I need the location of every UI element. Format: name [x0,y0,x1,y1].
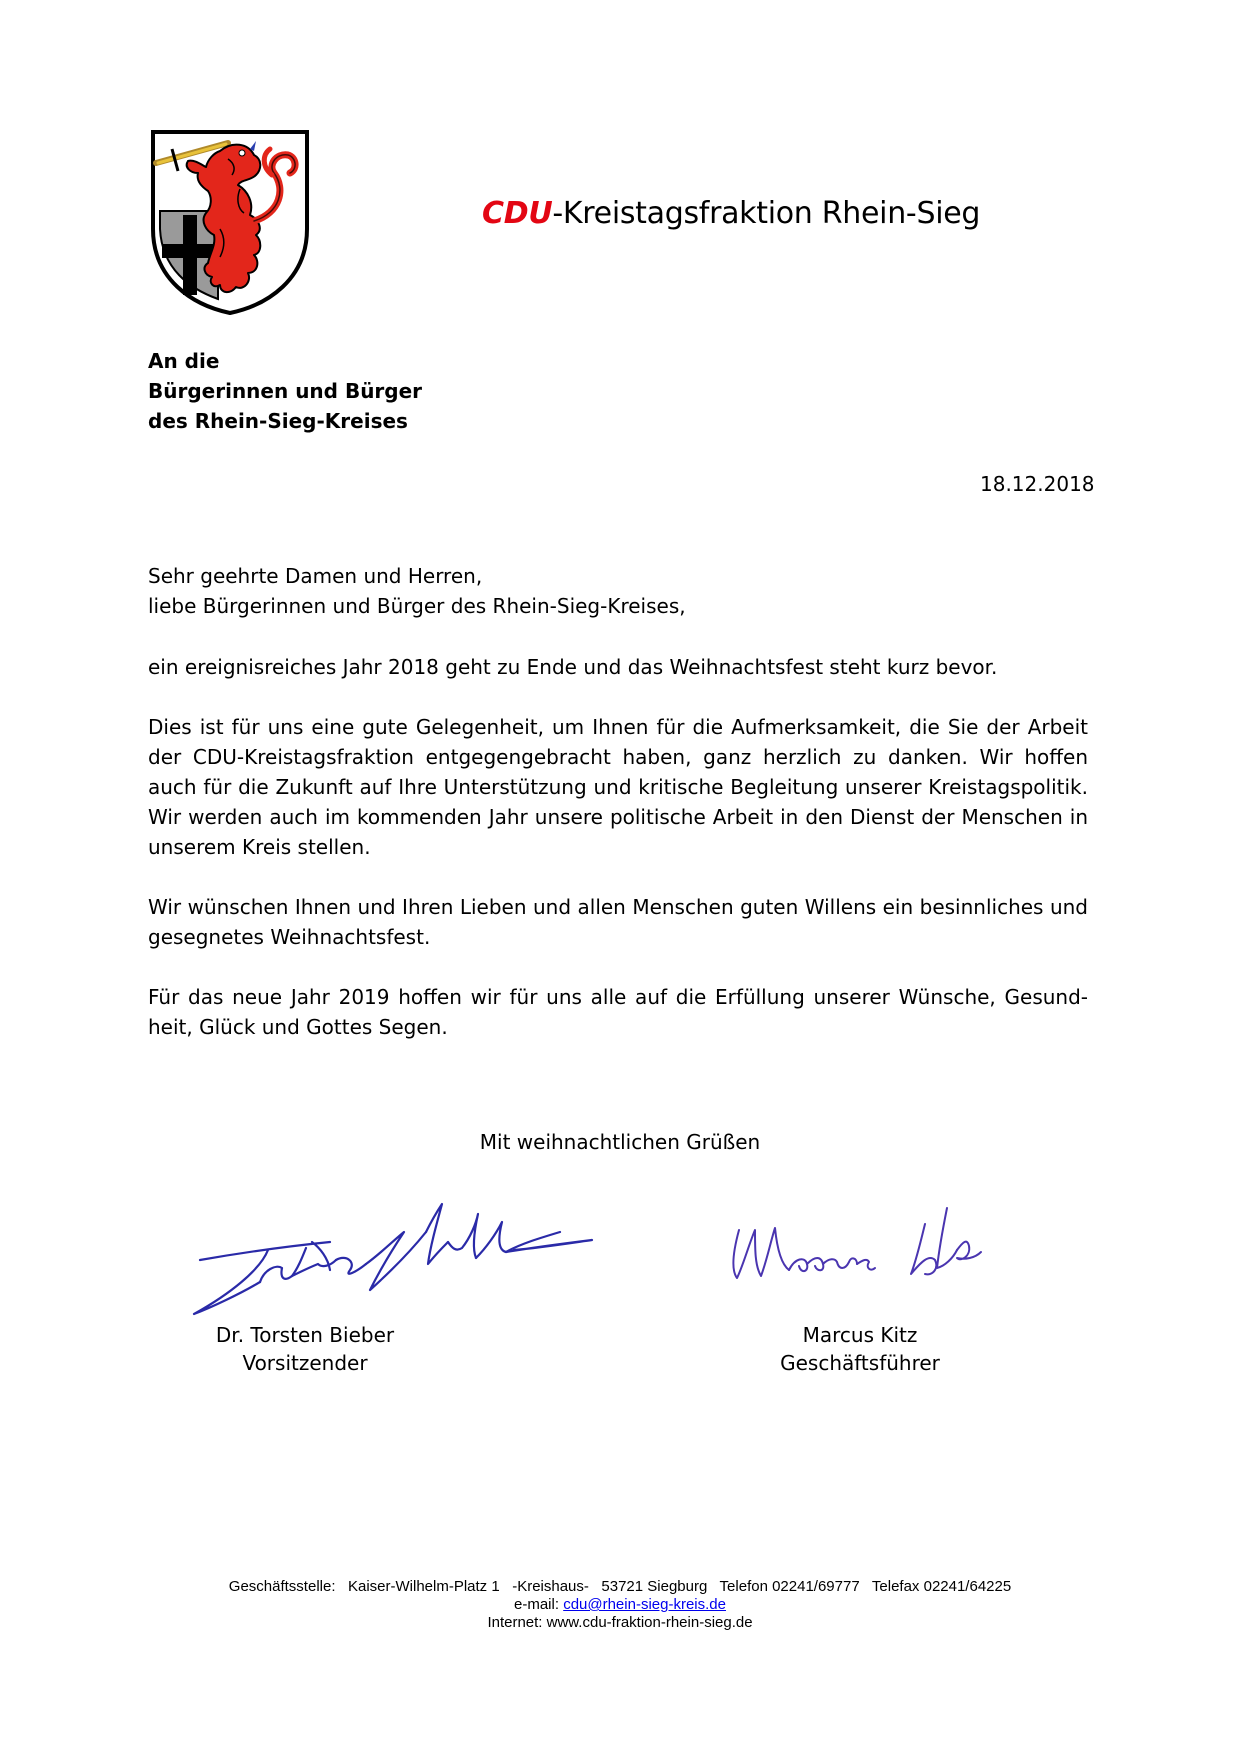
signer-name: Marcus Kitz [802,1323,918,1347]
paragraph: Für das neue Jahr 2019 hoffen wir für uns alle auf die Erfüllung unserer Wünsche, Gesund- heit, Glück und Gottes Segen. [148,985,1088,1039]
signer-left [190,1321,420,1377]
footer [0,1578,1240,1632]
signer-role: Geschäftsführer [780,1351,940,1375]
footer-address: Geschäftsstelle: Kaiser-Wilhelm-Platz 1 -Kreishaus- 53721 Siegburg Telefon 02241/69777 Telefax 02241/64225 [228,1578,1012,1595]
signer-role: Vorsitzender [242,1351,368,1375]
paragraph: ein ereignisreiches Jahr 2018 geht zu Ende und das Weihnachtsfest steht kurz bevor. [148,655,998,679]
salutation: liebe Bürgerinnen und Bürger des Rhein-Sieg-Kreises, [148,594,686,618]
paragraph: Wir wünschen Ihnen und Ihren Lieben und allen Menschen guten Willens ein besinnliches und gesegnetes Weihnachtsfest. [148,895,1088,949]
email-link[interactable]: cdu@rhein-sieg-kreis.de [563,1596,726,1613]
paragraph: Dies ist für uns eine gute Gelegenheit, um Ihnen für die Aufmerksamkeit, die Sie der Arbeit der CDU-Kreistagsfraktion entgegengebracht haben, ganz herzlich zu danken. Wir hoffen auch für die Zukunft auf Ihre Unterstützung und kritische Begleitung unserer Kreistagspolitik. Wir werden auch im kommenden Jahr unsere politische Arbeit in den Dienst der Menschen in unserem Kreis stellen. [148,715,1088,859]
recipient-line: Bürgerinnen und Bürger [148,379,423,403]
salutation: Sehr geehrte Damen und Herren, [148,564,483,588]
letter-body [148,561,1088,1042]
signer-right [750,1321,970,1377]
recipient-address [148,346,422,436]
org-suffix: -Kreistagsfraktion Rhein-Sieg [552,196,981,231]
footer-internet: Internet: www.cdu-fraktion-rhein-sieg.de [487,1614,753,1631]
signature-left-icon [180,1198,620,1318]
signer-name: Dr. Torsten Bieber [215,1323,395,1347]
recipient-line: An die [148,349,220,373]
cdu-label: CDU [482,196,553,231]
footer-email-line [0,1596,1240,1614]
coat-of-arms-icon [150,129,310,315]
recipient-line: des Rhein-Sieg-Kreises [148,409,408,433]
closing-greeting: Mit weihnachtlichen Grüßen [479,1130,761,1154]
email-label: e-mail: [514,1596,564,1613]
organization-title [482,196,980,231]
signature-right-icon [725,1200,990,1310]
letter-date: 18.12.2018 [980,472,1095,496]
